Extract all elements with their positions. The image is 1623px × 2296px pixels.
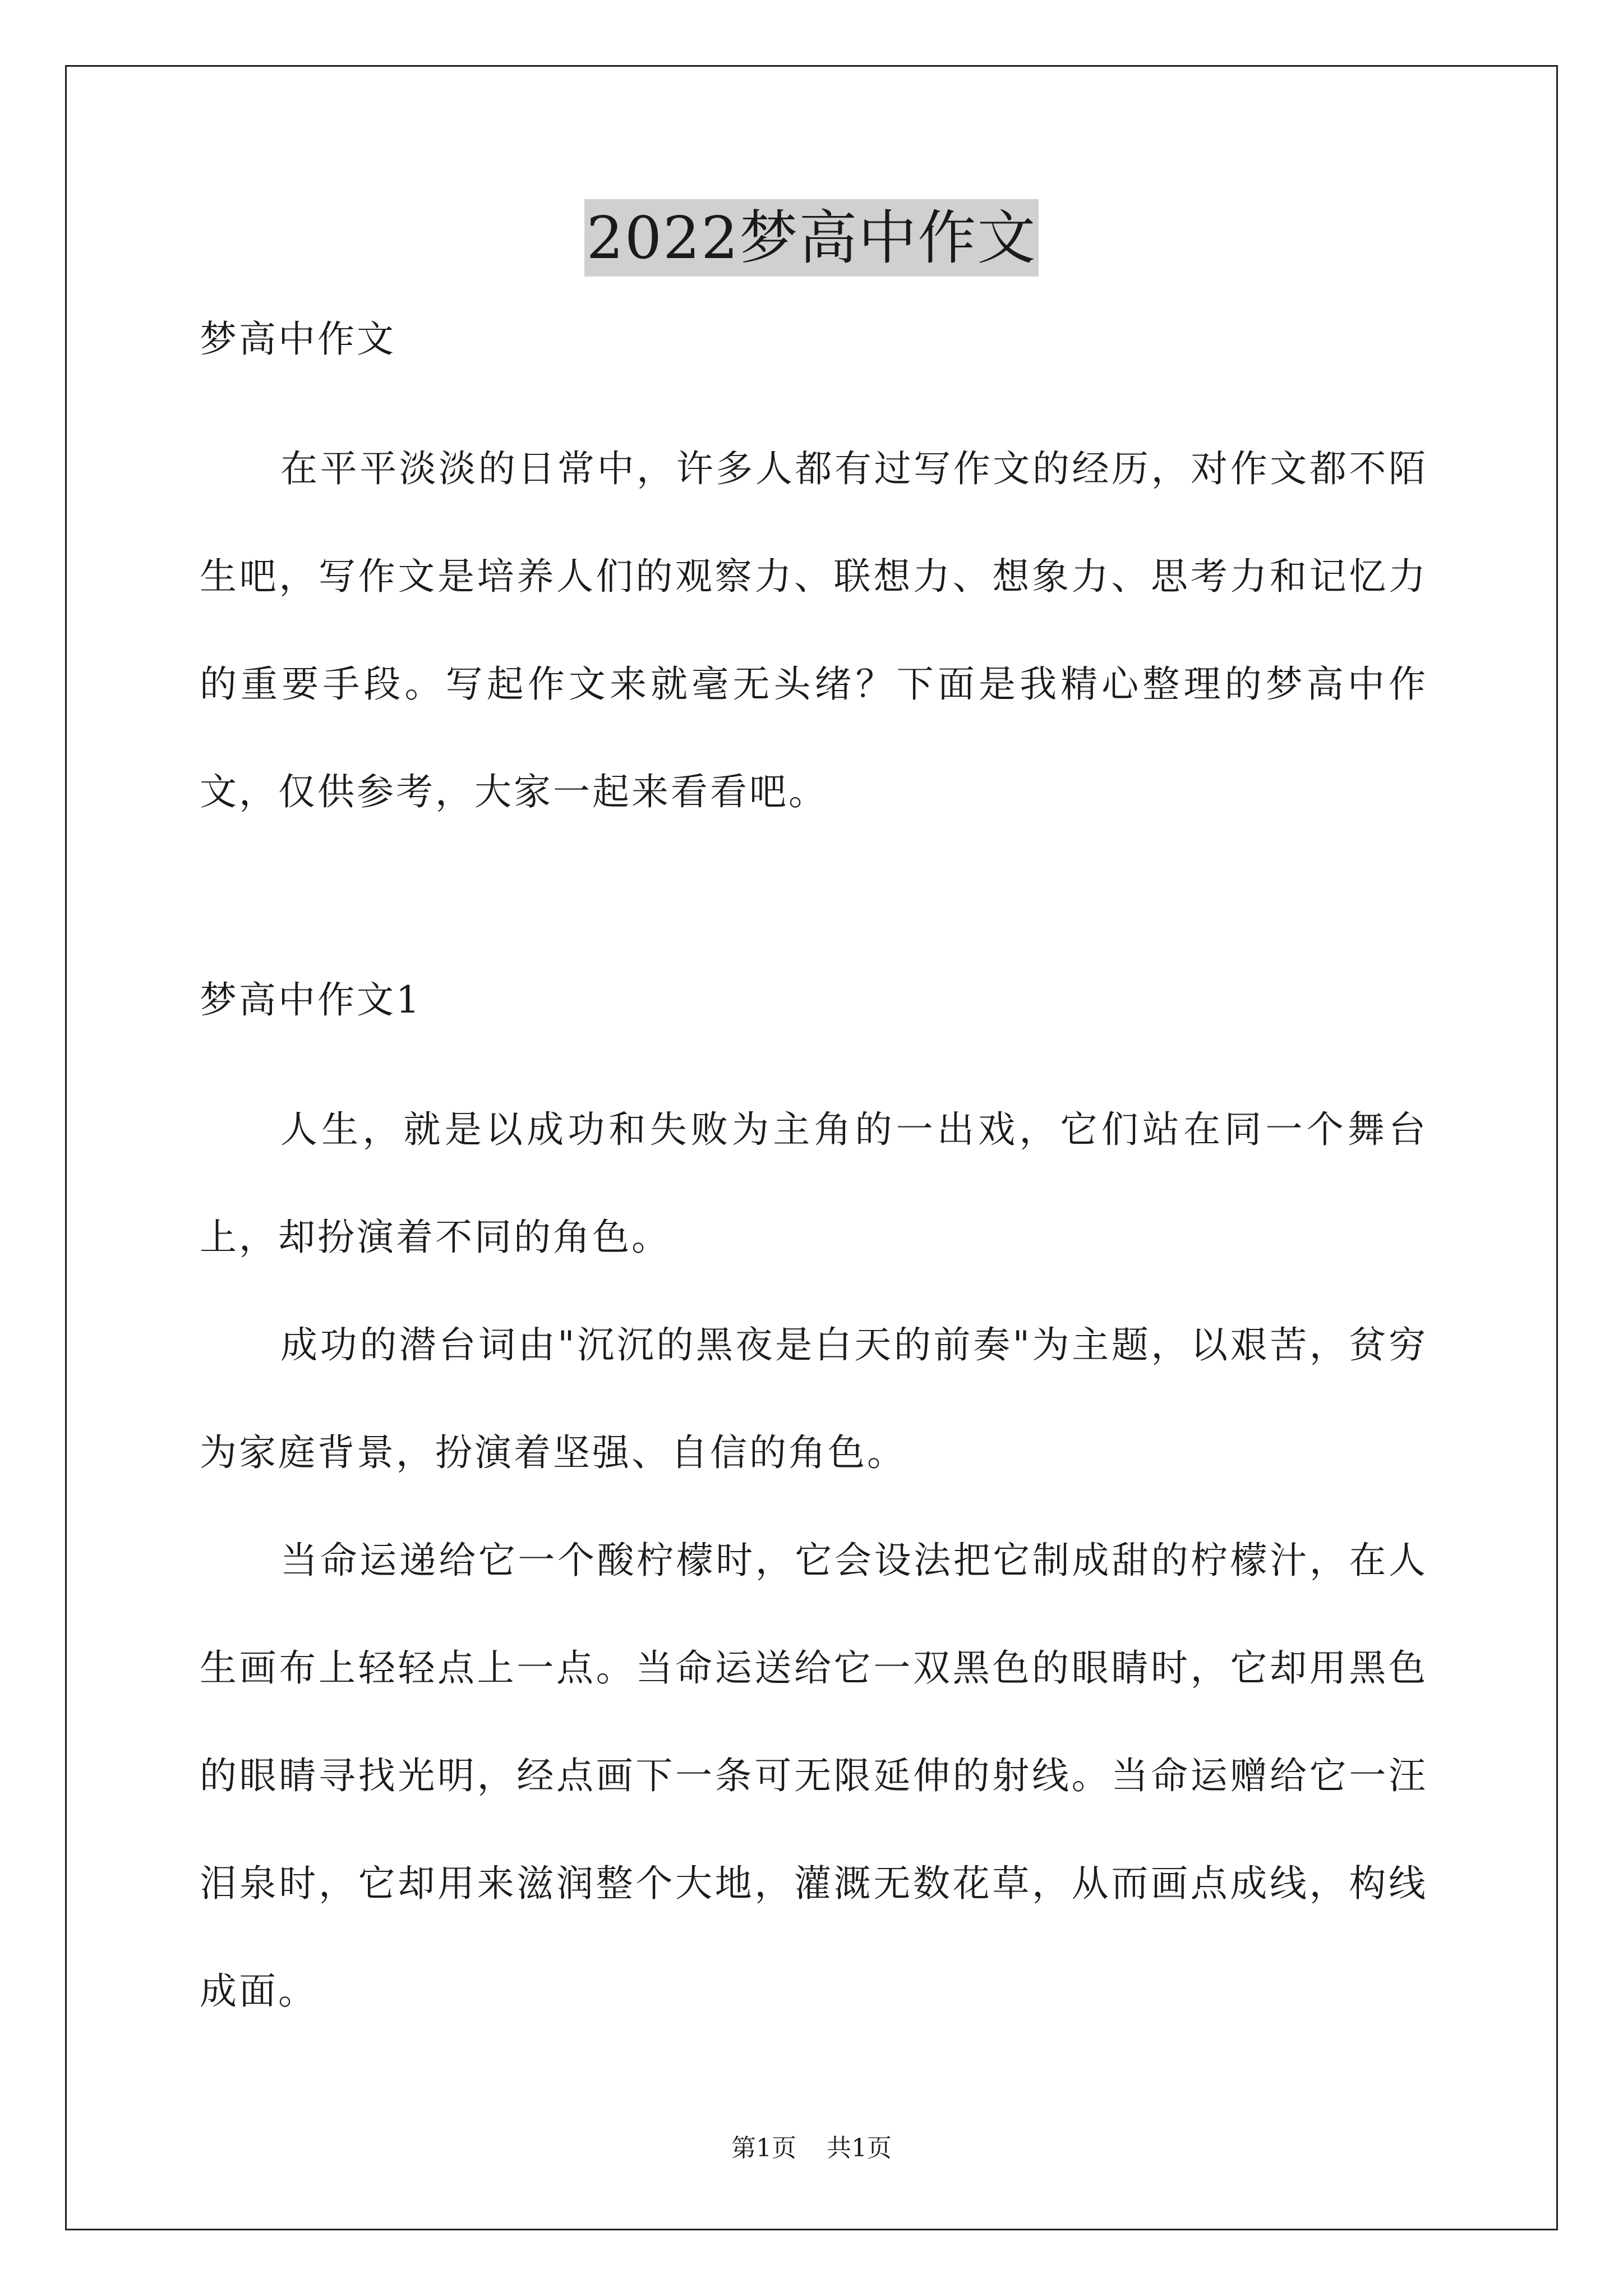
document-title: 2022梦高中作文 bbox=[584, 199, 1039, 277]
section1-paragraph: 当命运递给它一个酸柠檬时，它会设法把它制成甜的柠檬汁，在人生画布上轻轻点上一点。当命运送给它一双黑色的眼睛时，它却用黑色的眼睛寻找光明，经点画下一条可无限延伸的射线。当命运赠给它一汪泪泉时，它却用来滋润整个大地，灌溉无数花草，从而画点成线，构线成面。 bbox=[200, 1539, 1428, 2013]
page-footer bbox=[0, 2132, 1623, 2165]
document-body bbox=[200, 314, 1428, 2045]
page-number-total: 共1页 bbox=[827, 2134, 892, 2162]
section1-heading: 梦高中作文1 bbox=[200, 978, 422, 1022]
page-number-current: 第1页 bbox=[731, 2134, 796, 2162]
intro-heading: 梦高中作文 bbox=[200, 318, 396, 361]
intro-paragraph: 在平平淡淡的日常中，许多人都有过写作文的经历，对作文都不陌生吧，写作文是培养人们的观察力、联想力、想象力、思考力和记忆力的重要手段。写起作文来就毫无头绪？下面是我精心整理的梦高中作文，仅供参考，大家一起来看看吧。 bbox=[200, 447, 1428, 813]
section1-paragraph: 成功的潜台词由"沉沉的黑夜是白天的前奏"为主题，以艰苦，贫穷为家庭背景，扮演着坚强、自信的角色。 bbox=[200, 1323, 1428, 1474]
title-container bbox=[0, 199, 1623, 277]
section1-paragraph: 人生，就是以成功和失败为主角的一出戏，它们站在同一个舞台上，却扮演着不同的角色。 bbox=[200, 1108, 1428, 1259]
